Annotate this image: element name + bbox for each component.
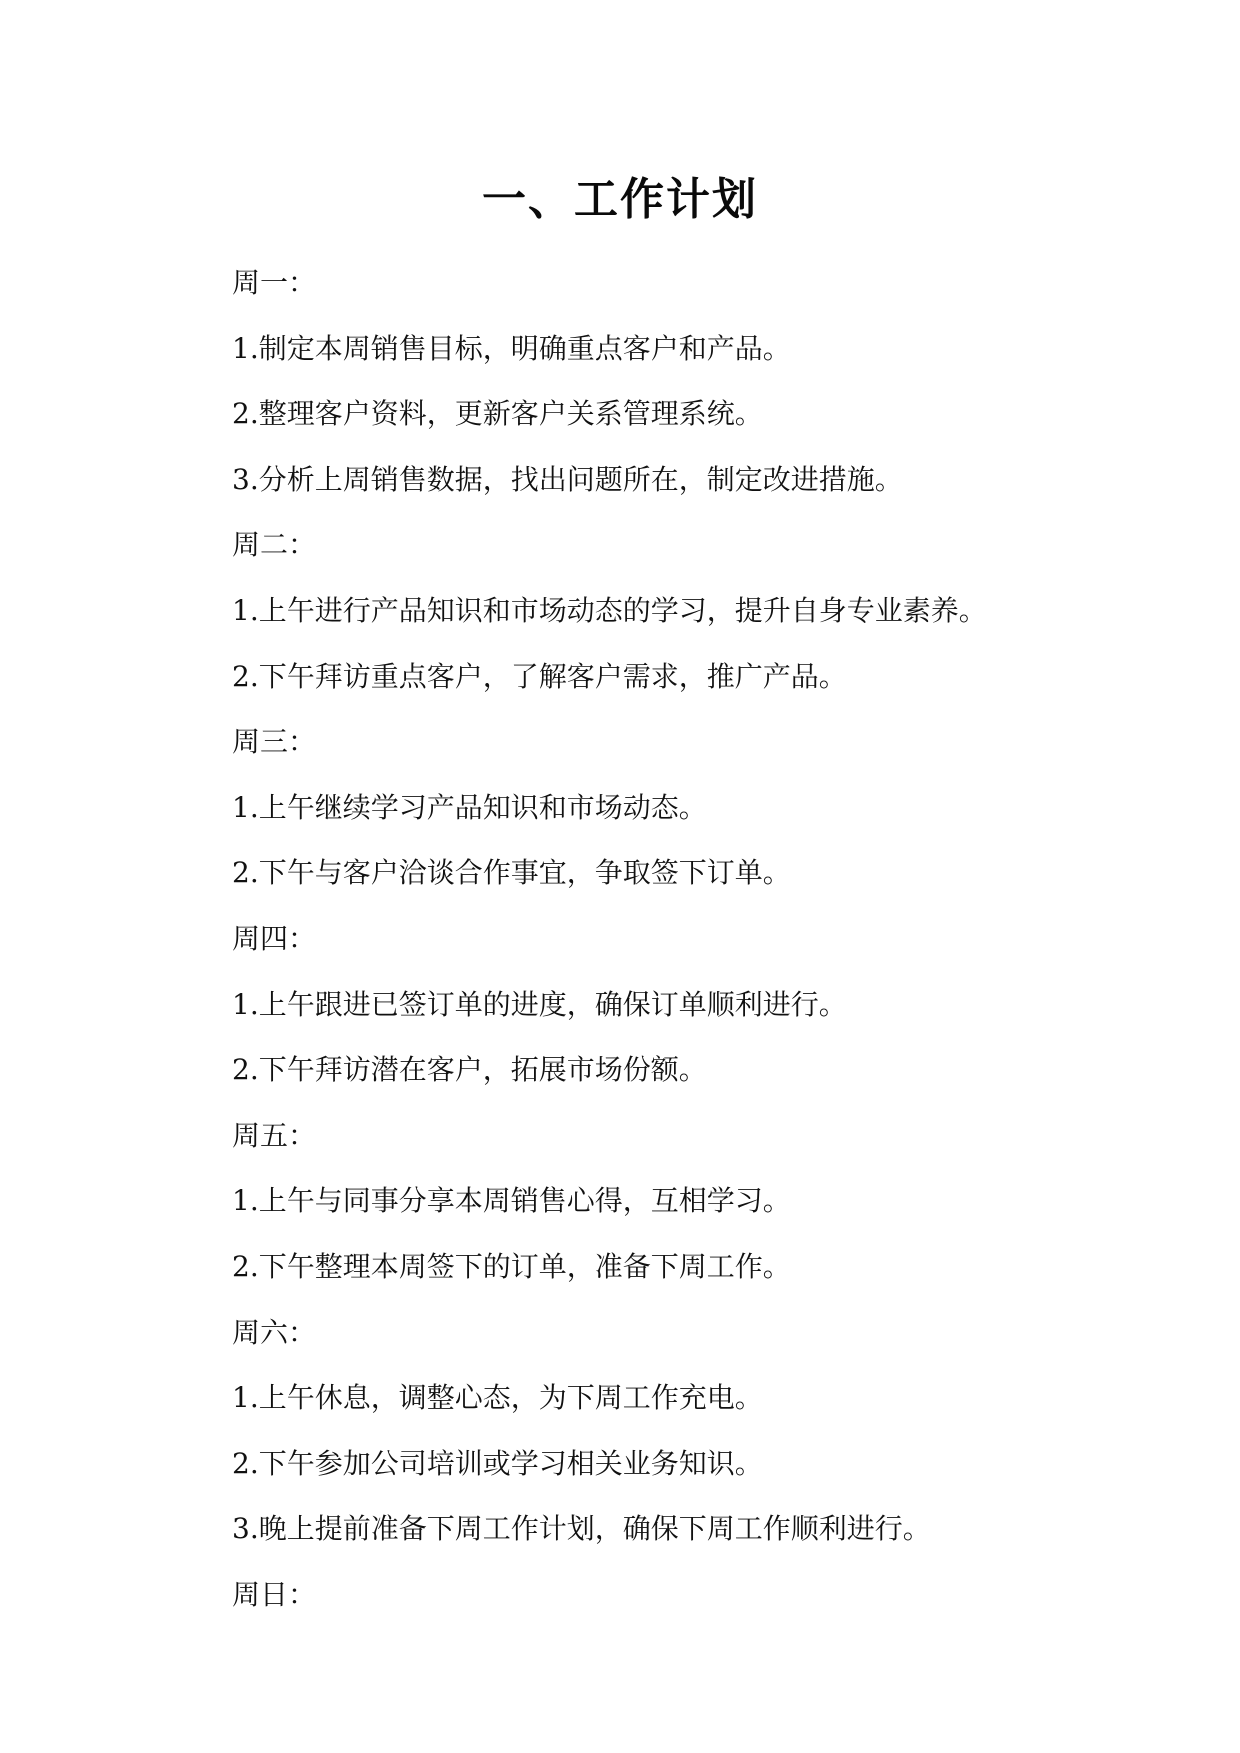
plan-body <box>232 250 1032 1627</box>
list-item: 1.上午休息，调整心态，为下周工作充电。 <box>232 1381 763 1415</box>
list-item: 1.上午进行产品知识和市场动态的学习，提升自身专业素养。 <box>232 593 987 627</box>
list-item: 1.上午与同事分享本周销售心得，互相学习。 <box>232 1184 791 1218</box>
list-item: 2.下午整理本周签下的订单，准备下周工作。 <box>232 1249 791 1283</box>
day-heading-thursday: 周四： <box>232 921 317 955</box>
day-heading-sunday: 周日： <box>232 1577 317 1611</box>
list-item: 2.下午拜访潜在客户，拓展市场份额。 <box>232 1053 707 1087</box>
list-item: 2.整理客户资料，更新客户关系管理系统。 <box>232 397 763 431</box>
day-heading-monday: 周一： <box>232 266 317 299</box>
day-heading-wednesday: 周三： <box>232 725 317 759</box>
list-item: 1.制定本周销售目标，明确重点客户和产品。 <box>232 331 791 365</box>
list-item: 3.分析上周销售数据，找出问题所在，制定改进措施。 <box>232 462 903 496</box>
list-item: 2.下午拜访重点客户，了解客户需求，推广产品。 <box>232 659 847 693</box>
day-heading-saturday: 周六： <box>232 1315 317 1349</box>
list-item: 1.上午跟进已签订单的进度，确保订单顺利进行。 <box>232 987 847 1021</box>
list-item: 2.下午参加公司培训或学习相关业务知识。 <box>232 1446 763 1480</box>
day-heading-tuesday: 周二： <box>232 528 317 562</box>
page-title: 一、工作计划 <box>482 174 758 225</box>
list-item: 3.晚上提前准备下周工作计划，确保下周工作顺利进行。 <box>232 1512 931 1546</box>
list-item: 1.上午继续学习产品知识和市场动态。 <box>232 790 707 824</box>
day-heading-friday: 周五： <box>232 1118 317 1152</box>
list-item: 2.下午与客户洽谈合作事宜，争取签下订单。 <box>232 856 791 890</box>
